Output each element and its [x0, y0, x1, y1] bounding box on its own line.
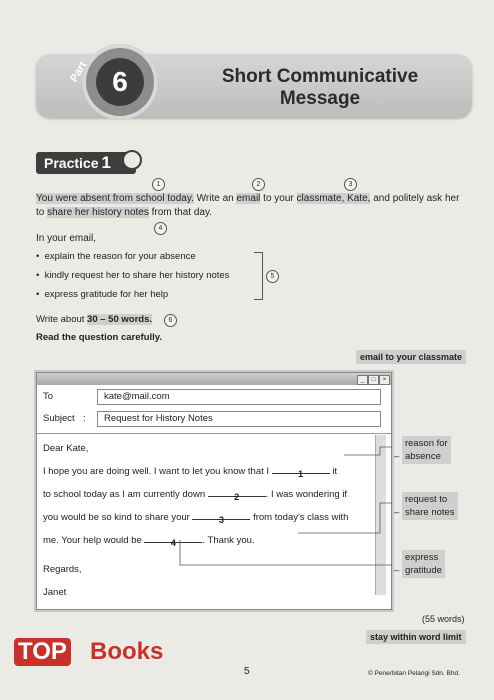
to-label: To [43, 391, 54, 402]
blank-3[interactable]: 3 [192, 519, 250, 520]
email-tag: email to your classmate [356, 350, 466, 364]
logo-top: TOP [14, 638, 71, 666]
marker-5: 5 [266, 270, 279, 283]
publisher: © Penerbitan Pelangi Sdn. Bhd. [368, 670, 460, 677]
bullet-1: • explain the reason for your absence [36, 251, 196, 262]
body-line-4: me. Your help would be 4 . Thank you. [43, 535, 255, 548]
instruction-line-1: You were absent from school today. Write an email to your classmate, Kate, and politely ask her [36, 193, 460, 204]
part-number: 6 [96, 58, 144, 106]
maximize-icon[interactable]: □ [368, 375, 379, 385]
read-carefully: Read the question carefully. [36, 332, 162, 343]
bullet-3: • express gratitude for her help [36, 289, 169, 300]
body-line-3: you would be so kind to share your 3 from today's class with [43, 512, 349, 525]
page-number: 5 [244, 666, 250, 677]
regards: Regards, [43, 564, 82, 575]
body-line-2: to school today as I am currently down 2 . I was wondering if [43, 489, 348, 502]
blank-4[interactable]: 4 [144, 542, 202, 543]
note-request: – request to share notes [394, 492, 458, 520]
minimize-icon[interactable]: _ [357, 375, 368, 385]
logo-books: Books [90, 638, 164, 665]
marker-3: 3 [344, 178, 357, 191]
note-reason: – reason for absence [394, 436, 451, 464]
bullet-2: • kindly request her to share her history notes [36, 270, 230, 281]
title-line-1: Short Communicative [221, 66, 419, 87]
word-count: (55 words) [422, 614, 465, 624]
body-line-1: I hope you are doing well. I want to let you know that I 1 it [43, 466, 338, 479]
instruction-line-2: to share her history notes from that day. [36, 207, 213, 218]
subject-colon: : [83, 413, 86, 424]
practice-text: Practice [44, 155, 99, 171]
marker-2: 2 [252, 178, 265, 191]
greeting: Dear Kate, [43, 443, 89, 454]
subject-label: Subject [43, 413, 75, 424]
blank-2[interactable]: 2 [208, 496, 266, 497]
to-field[interactable]: kate@mail.com [97, 389, 381, 405]
part-label: Part [68, 59, 90, 85]
subject-field[interactable]: Request for History Notes [97, 411, 381, 427]
in-your-email: In your email, [36, 233, 97, 244]
marker-1: 1 [152, 178, 165, 191]
practice-number: 1 [101, 153, 111, 172]
write-about: Write about 30 – 50 words. [36, 314, 152, 325]
marker-6: 6 [164, 314, 177, 327]
title-line-2: Message [279, 88, 361, 109]
signature: Janet [43, 587, 67, 598]
marker-4: 4 [154, 222, 167, 235]
note-gratitude: – express gratitude [394, 550, 445, 578]
word-limit-tag: stay within word limit [366, 630, 466, 644]
blank-1[interactable]: 1 [272, 473, 330, 474]
close-icon[interactable]: × [379, 375, 390, 385]
